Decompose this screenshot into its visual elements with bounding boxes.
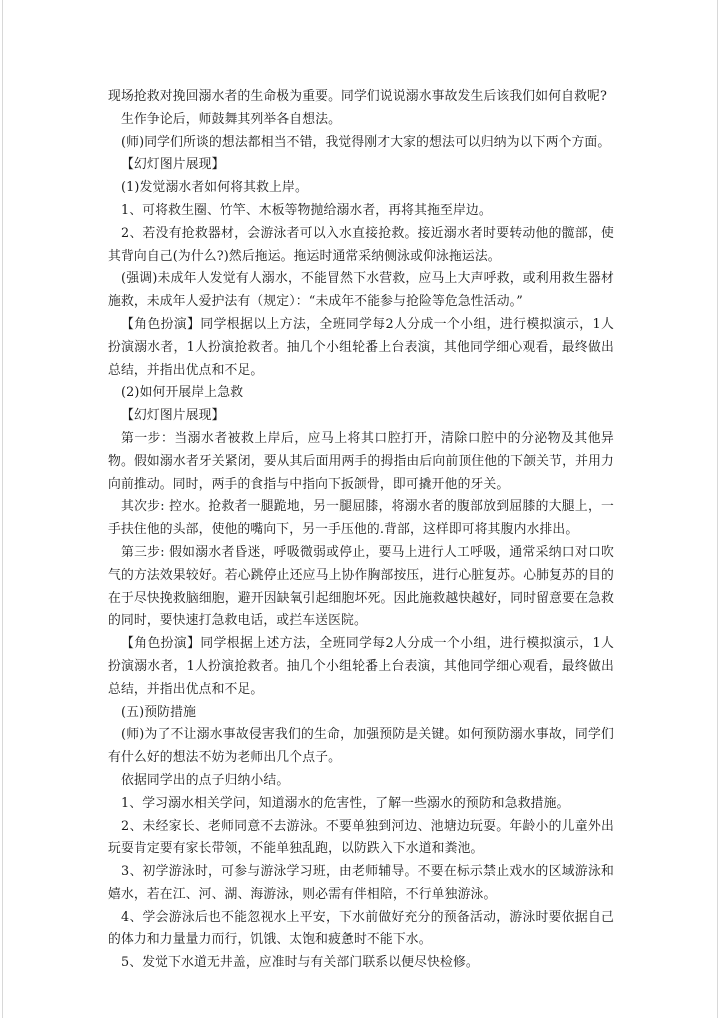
- document-body: [108, 86, 614, 975]
- paragraph-teacher-summary: (师)同学们所谈的想法都相当不错，我觉得刚才大家的想法可以归纳为以下两个方面。: [121, 134, 611, 150]
- list-item: 4、学会游泳后也不能忽视水上平安，下水前做好充分的预备活动，游泳时要依据自己的体力和力量量力而行，饥饿、太饱和疲惫时不能下水。: [108, 909, 614, 948]
- paragraph-role-play: 【角色扮演】同学根据上述方法，全班同学每2人分成一个小组，进行模拟演示，1人扮演溺水者，1人扮演抢救者。抽几个小组轮番上台表演，其他同学细心观看，最终做出总结，并指出优点和不足。: [108, 636, 614, 697]
- paragraph-step-two: 其次步: 控水。抢救者一腿跪地，另一腿屈膝，将溺水者的腹部放到屈膝的大腿上，一手扶住他的头部，使他的嘴向下，另一手压他的.背部，这样即可将其腹内水排出。: [108, 499, 614, 538]
- paragraph-summary-lead: 依据同学出的点子归纳小结。: [121, 772, 290, 788]
- section-heading-rescue-ashore: (1)发觉溺水者如何将其救上岸。: [121, 180, 308, 196]
- section-heading-first-aid: (2)如何开展岸上急救: [121, 385, 244, 401]
- list-item: 5、发觉下水道无井盖，应准时与有关部门联系以便尽快检修。: [121, 955, 479, 971]
- paragraph-role-play: 【角色扮演】同学根据以上方法，全班同学每2人分成一个小组，进行模拟演示，1人扮演溺水者，1人扮演抢救者。抽几个小组轮番上台表演，其他同学细心观看，最终做出总结，并指出优点和不足。: [108, 316, 614, 378]
- list-item: 3、初学游泳时，可参与游泳学习班，由老师辅导。不要在标示禁止戏水的区域游泳和嬉水，若在江、河、湖、海游泳，则必需有伴相陪，不行单独游泳。: [108, 864, 614, 902]
- list-item: 2、若没有抢救器材，会游泳者可以入水直接抢救。接近溺水者时要转动他的髋部，使其背向自己(为什么?)然后拖运。拖运时通常采纳侧泳或仰泳拖运法。: [108, 225, 614, 264]
- slide-heading: 【幻灯图片展现】: [121, 157, 225, 173]
- section-heading-prevention: (五)预防措施: [121, 704, 197, 720]
- paragraph-step-one: 第一步：当溺水者被救上岸后，应马上将其口腔打开，清除口腔中的分泌物及其他异物。假如溺水者牙关紧闭，要从其后面用两手的拇指由后向前顶住他的下颌关节，并用力向前推动。同时，两手的食指与中指向下扳颌骨，即可撬开他的牙关。: [108, 430, 614, 492]
- paragraph-prevention-intro: (师)为了不让溺水事故侵害我们的生命，加强预防是关键。如何预防溺水事故，同学们有什么好的想法不妨为老师出几个点子。: [108, 727, 614, 766]
- list-item: 1、可将救生圈、竹竿、木板等物抛给溺水者，再将其拖至岸边。: [121, 202, 492, 218]
- paragraph-step-three: 第三步: 假如溺水者昏迷，呼吸微弱或停止，要马上进行人工呼吸，通常采纳口对口吹气的方法效果较好。若心跳停止还应马上协作胸部按压，进行心脏复苏。心肺复苏的目的在于尽快挽救脑细胞，避开因缺氧引起细胞坏死。因此施救越快越好，同时留意要在急救的同时，要快速打急救电话，或拦车送医院。: [108, 544, 614, 629]
- paragraph-rescue-intro: 现场抢救对挽回溺水者的生命极为重要。同学们说说溺水事故发生后该我们如何自救呢?: [108, 89, 607, 104]
- list-item: 1、学习溺水相关学问，知道溺水的危害性，了解一些溺水的预防和急救措施。: [121, 795, 570, 811]
- list-item: 2、未经家长、老师同意不去游泳。不要单独到河边、池塘边玩耍。年龄小的儿童外出玩耍肯定要有家长带领，不能单独乱跑，以防跌入下水道和粪池。: [108, 818, 614, 857]
- slide-heading: 【幻灯图片展现】: [121, 408, 225, 424]
- paragraph-emphasis: (强调)未成年人发觉有人溺水，不能冒然下水营救，应马上大声呼救，或利用救生器材施救，未成年人爱护法有（规定）：“未成年不能参与抢险等危急性活动。”: [108, 271, 614, 310]
- paragraph-discussion: 生作争论后，师鼓舞其列举各自想法。: [121, 111, 342, 127]
